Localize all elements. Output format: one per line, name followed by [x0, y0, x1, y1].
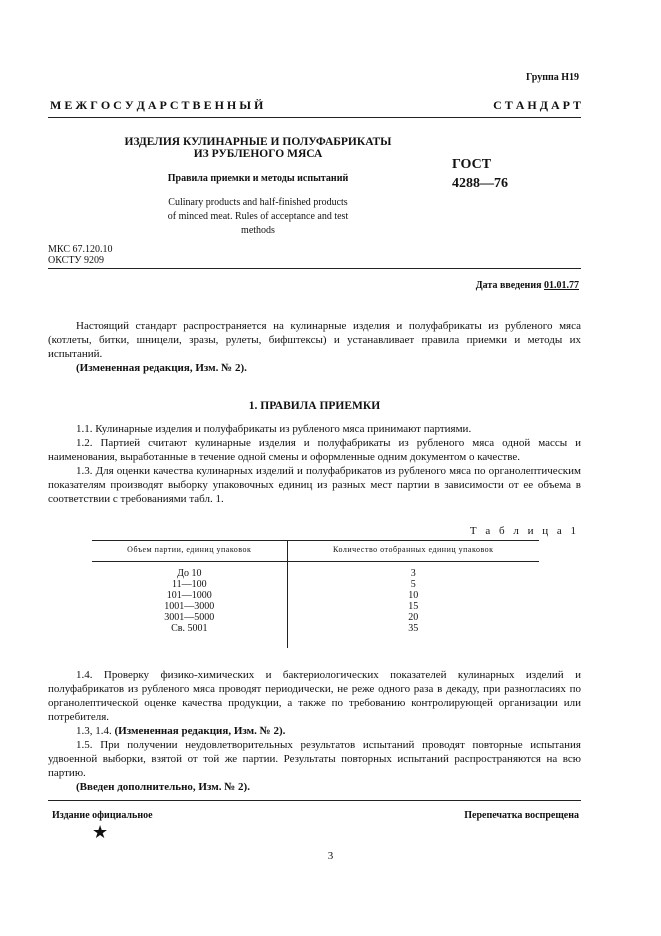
lot-cell: 1001—3000: [164, 601, 215, 612]
sampling-table: [92, 540, 539, 648]
title-line-2: ИЗ РУБЛЕНОГО МЯСА: [193, 148, 323, 160]
sample-cell: 20: [287, 612, 539, 623]
intro-block: [48, 319, 581, 375]
intro-paragraph: Настоящий стандарт распространяется на кулинарные изделия и полуфабрикаты из рубленого мяса (котлеты, битки, шницели, зразы, рулеты, бифштексы) и устанавливает правила приемки и методы их испытаний.: [48, 320, 581, 360]
codes-divider: [48, 268, 581, 269]
footer-divider: [48, 800, 581, 801]
section1-continued: [48, 668, 581, 794]
table-row: [92, 562, 539, 580]
sample-cell: 10: [287, 590, 539, 601]
official-edition-label: Издание официальное: [52, 810, 153, 821]
paragraph-1-2: 1.2. Партией считают кулинарные изделия и полуфабрикаты из рубленого мяса одной массы и наименования, выработанные в течение одной смены и оформленные одним документом о качестве.: [48, 437, 581, 463]
amendment-prefix: 1.3, 1.4.: [76, 725, 112, 737]
table-row: [92, 601, 539, 612]
gost-label: ГОСТ: [452, 157, 492, 172]
sample-cell: 3: [287, 562, 539, 580]
paragraph-1-4: 1.4. Проверку физико-химических и бактериологических показателей кулинарных изделий и полуфабрикатов из рубленого мяса проводят периодически, не реже одного раза в декаду, при разногласиях по органолептической оценке качества продукции, а также по требованию контролирующей организации или потребителя.: [48, 669, 581, 723]
table-row: [92, 623, 539, 648]
english-title-line-1: Culinary products and half-finished products: [168, 197, 348, 208]
table-row: [92, 612, 539, 623]
table-caption: Т а б л и ц а 1: [469, 525, 579, 537]
amendment-note: (Измененная редакция, Изм. № 2).: [114, 725, 286, 737]
table-header-sample-count: Количество отобранных единиц упаковок: [287, 541, 539, 562]
sample-cell: 35: [287, 623, 539, 648]
reprint-prohibited-label: Перепечатка воспрещена: [464, 810, 579, 821]
english-title-line-3: methods: [241, 225, 275, 236]
star-icon: ★: [92, 822, 109, 842]
lot-cell: До 10: [177, 568, 202, 579]
title-line-1: ИЗДЕЛИЯ КУЛИНАРНЫЕ И ПОЛУФАБРИКАТЫ: [124, 136, 392, 148]
introduction-date: [476, 280, 579, 291]
sample-cell: 15: [287, 601, 539, 612]
lot-cell: 3001—5000: [164, 612, 215, 623]
intro-amendment: (Измененная редакция, Изм. № 2).: [76, 362, 247, 374]
document-subtitle: Правила приемки и методы испытаний: [167, 173, 349, 184]
section-title: 1. ПРАВИЛА ПРИЕМКИ: [248, 400, 381, 412]
page-number: 3: [327, 850, 334, 862]
mks-code: МКС 67.120.10: [48, 244, 113, 255]
lot-cell: 11—100: [171, 579, 207, 590]
sample-cell: 5: [287, 579, 539, 590]
english-title-line-2: of minced meat. Rules of acceptance and test: [167, 211, 349, 222]
paragraph-1-1: 1.1. Кулинарные изделия и полуфабрикаты из рубленого мяса принимают партиями.: [76, 423, 472, 435]
interstate-word: М Е Ж Г О С У Д А Р С Т В Е Н Н Ы Й: [50, 98, 264, 112]
paragraph-1-3-1-4-amendment: [48, 724, 581, 738]
paragraph-1-3: 1.3. Для оценки качества кулинарных изделий и полуфабрикатов из рубленого мяса по органолептическим показателям производят выборку упаковочных единиц из разных мест партии в зависимости от ее объема в соответствии с требованиями табл. 1.: [48, 465, 581, 505]
header-divider: [48, 117, 581, 118]
lot-cell: 101—1000: [166, 590, 212, 601]
table-row: [92, 579, 539, 590]
table-header-lot-size: Объем партии, единиц упаковок: [92, 541, 287, 562]
standard-word: С Т А Н Д А Р Т: [493, 98, 581, 112]
date-label: Дата введения: [475, 280, 542, 291]
paragraph-1-5: 1.5. При получении неудовлетворительных результатов испытаний проводят повторные испытания удвоенной выборки, взятой от той же партии. Результаты повторных испытаний распространяются на всю партию.: [48, 739, 581, 779]
okstu-code: ОКСТУ 9209: [48, 255, 105, 266]
classification-codes: [48, 244, 112, 266]
gost-number: 4288—76: [452, 176, 508, 191]
group-code: Группа Н19: [526, 72, 579, 83]
lot-cell: Св. 5001: [171, 623, 208, 634]
document-title: [110, 136, 406, 160]
section1-paragraphs: [48, 422, 581, 506]
gost-designation: [452, 155, 508, 193]
english-title: [110, 196, 406, 238]
interstate-standard-heading: [50, 98, 581, 113]
paragraph-1-5-amendment: (Введен дополнительно, Изм. № 2).: [76, 781, 250, 793]
table-row: [92, 590, 539, 601]
date-value: 01.01.77: [544, 280, 579, 291]
